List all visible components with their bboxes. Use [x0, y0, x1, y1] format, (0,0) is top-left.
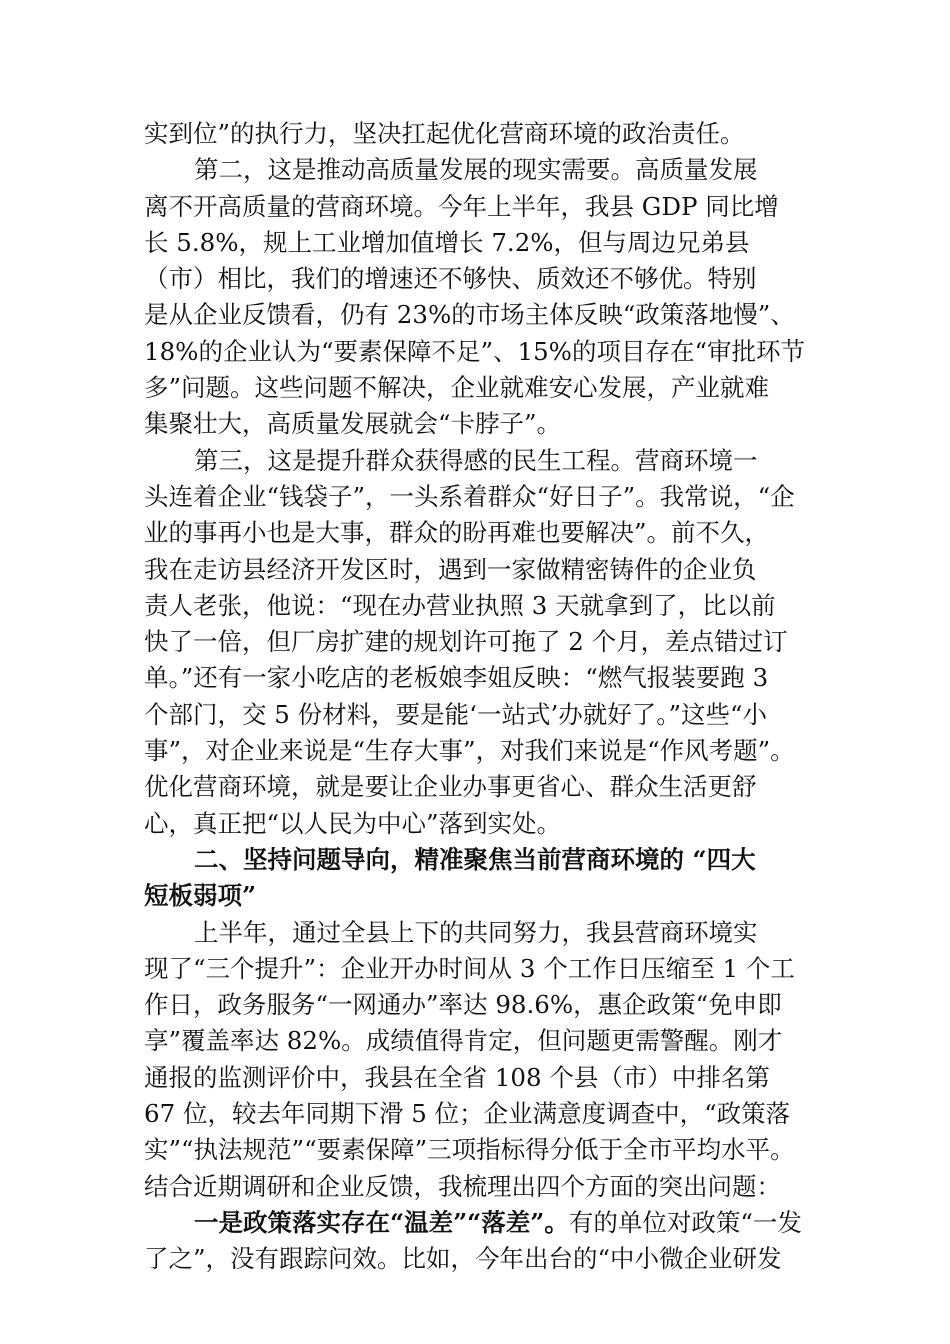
text-line: 心，真正把“以人民为中心”落到实处。 [144, 808, 562, 838]
text-line: 离不开高质量的营商环境。今年上半年，我县 GDP 同比增 [144, 191, 779, 221]
text-line: 第二，这是推动高质量发展的现实需要。高质量发展 [194, 155, 758, 185]
text-line: 第三，这是提升群众获得感的民生工程。营商环境一 [194, 445, 758, 475]
text-line: 快了一倍，但厂房扩建的规划许可拖了 2 个月，差点错过订 [144, 627, 788, 657]
text-line: 我在走访县经济开发区时，遇到一家做精密铸件的企业负 [144, 554, 757, 584]
text-line: （市）相比，我们的增速还不够快、质效还不够优。特别 [144, 264, 757, 294]
text-line: 实”“执法规范”“要素保障”三项指标得分低于全市平均水平。 [144, 1135, 795, 1165]
section-heading-line-1: 二、坚持问题导向，精准聚焦当前营商环境的 “四大 [194, 844, 756, 874]
text-line: 责人老张，他说：“现在办营业执照 3 天就拿到了，比以前 [144, 590, 776, 620]
section-heading-line-2: 短板弱项” [144, 881, 257, 911]
text-line: 实到位”的执行力，坚决扛起优化营商环境的政治责任。 [144, 119, 745, 148]
text-line: 18%的企业认为“要素保障不足”、15%的项目存在“审批环节 [144, 336, 805, 366]
text-line: 头连着企业“钱袋子”，一头系着群众“好日子”。我常说，“企 [144, 481, 795, 511]
point-one-line-2: 了之”，没有跟踪问效。比如，今年出台的“中小微企业研发 [144, 1244, 782, 1274]
text-line: 个部门，交 5 份材料，要是能‘一站式’办就好了。”这些“小 [144, 699, 768, 729]
text-line: 67 位，较去年同期下滑 5 位；企业满意度调查中，“政策落 [144, 1099, 791, 1129]
point-one-text: 有的单位对政策“一发 [568, 1207, 802, 1237]
text-line: 事”，对企业来说是“生存大事”，对我们来说是“作风考题”。 [144, 736, 795, 766]
text-line: 优化营商环境，就是要让企业办事更省心、群众生活更舒 [144, 772, 757, 802]
text-line: 长 5.8%，规上工业增加值增长 7.2%，但与周边兄弟县 [144, 227, 750, 257]
text-line: 业的事再小也是大事，群众的盼再难也要解决”。前不久， [144, 518, 770, 548]
text-line: 现了“三个提升”：企业开办时间从 3 个工作日压缩至 1 个工 [144, 953, 795, 983]
point-one-line-1 [144, 1205, 808, 1241]
text-line: 单。”还有一家小吃店的老板娘李姐反映：“燃气报装要跑 3 [144, 663, 769, 693]
body-text-block-2 [144, 915, 808, 1205]
text-line: 上半年，通过全县上下的共同努力，我县营商环境实 [194, 917, 758, 947]
text-line: 作日，政务服务“一网通办”率达 98.6%，惠企政策“免申即 [144, 990, 782, 1020]
document-page [144, 116, 808, 1278]
text-line: 集聚壮大，高质量发展就会“卡脖子”。 [144, 409, 562, 439]
text-line: 多”问题。这些问题不解决，企业就难安心发展，产业就难 [144, 373, 770, 403]
point-one-title: 一是政策落实存在“温差”“落差”。 [194, 1207, 569, 1237]
text-line: 结合近期调研和企业反馈，我梳理出四个方面的突出问题： [144, 1171, 781, 1201]
text-line: 享”覆盖率达 82%。成绩值得肯定，但问题更需警醒。刚才 [144, 1026, 783, 1056]
text-line: 通报的监测评价中，我县在全省 108 个县（市）中排名第 [144, 1062, 770, 1092]
body-text-block-1 [144, 116, 808, 842]
text-line: 是从企业反馈看，仍有 23%的市场主体反映“政策落地慢”、 [144, 300, 795, 330]
